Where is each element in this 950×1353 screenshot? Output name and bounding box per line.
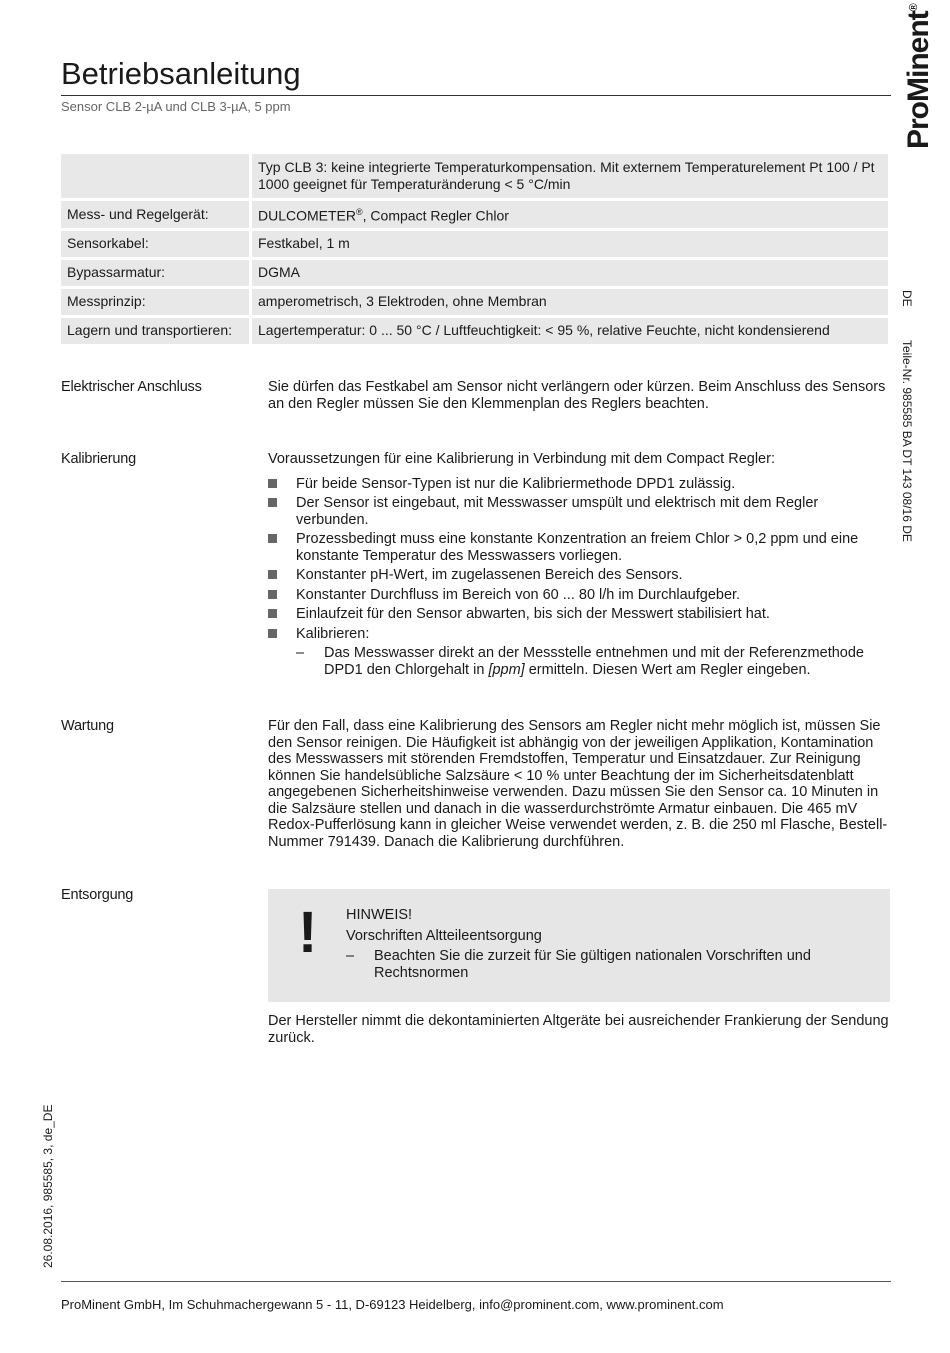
dash-icon: – xyxy=(296,645,305,661)
section-body-calibration xyxy=(268,451,890,678)
spec-key xyxy=(61,154,249,198)
spec-value: DULCOMETER®, Compact Regler Chlor xyxy=(252,201,888,228)
dash-icon: – xyxy=(346,948,355,964)
table-row xyxy=(61,260,888,286)
calibration-list xyxy=(268,476,890,643)
spec-table xyxy=(58,151,891,347)
list-item: Konstanter pH-Wert, im zugelassenen Bereich des Sensors. xyxy=(268,567,890,584)
list-item: Konstanter Durchfluss im Bereich von 60 ... 80 l/h im Durchlaufgeber. xyxy=(268,587,890,604)
section-label-electrical: Elektrischer Anschluss xyxy=(61,379,202,395)
bullet-square-icon xyxy=(268,609,277,618)
list-item: Prozessbedingt muss eine konstante Konzentration an freiem Chlor > 0,2 ppm und eine konstante Temperatur des Messwassers vorliegen. xyxy=(268,531,890,564)
list-item: Einlaufzeit für den Sensor abwarten, bis sich der Messwert stabilisiert hat. xyxy=(268,606,890,623)
bullet-square-icon xyxy=(268,479,277,488)
spec-value: DGMA xyxy=(252,260,888,286)
bullet-square-icon xyxy=(268,590,277,599)
calibration-intro: Voraussetzungen für eine Kalibrierung in Verbindung mit dem Compact Regler: xyxy=(268,451,775,467)
footer-address: ProMinent GmbH, Im Schuhmachergewann 5 - 11, D-69123 Heidelberg, info@prominent.com, www.prominent.com xyxy=(61,1297,724,1312)
list-item: Kalibrieren: xyxy=(268,626,890,643)
prominent-logo xyxy=(897,4,935,149)
spec-value: Typ CLB 3: keine integrierte Temperaturkompensation. Mit externem Temperaturelement Pt 100 / Pt 1000 geeignet für Temperaturänderung < 5 °C/min xyxy=(252,154,888,198)
language-code: DE xyxy=(900,290,914,307)
section-body-disposal xyxy=(268,1013,890,1046)
document-date: 26.08.2016, 985585, 3, de_DE xyxy=(41,1104,55,1268)
spec-value: Festkabel, 1 m xyxy=(252,231,888,257)
section-body-maintenance xyxy=(268,718,890,850)
page-subtitle: Sensor CLB 2-µA und CLB 3-µA, 5 ppm xyxy=(61,99,291,114)
bullet-square-icon xyxy=(268,534,277,543)
spec-key: Lagern und transportieren: xyxy=(61,318,249,344)
list-item: Der Sensor ist eingebaut, mit Messwasser umspült und elektrisch mit dem Regler verbunden. xyxy=(268,495,890,528)
section-label-maintenance: Wartung xyxy=(61,718,114,734)
spec-value: Lagertemperatur: 0 ... 50 °C / Luftfeuchtigkeit: < 95 %, relative Feuchte, nicht kondensierend xyxy=(252,318,888,344)
list-item: Für beide Sensor-Typen ist nur die Kalibriermethode DPD1 zulässig. xyxy=(268,476,890,493)
logo-registered-mark: ® xyxy=(908,4,920,12)
section-label-disposal: Entsorgung xyxy=(61,887,134,903)
section-label-calibration: Kalibrierung xyxy=(61,451,136,467)
logo-text: ProMinent xyxy=(902,11,935,149)
header-divider xyxy=(61,95,891,96)
notice-heading: HINWEIS! xyxy=(346,907,413,923)
calibration-step: – Das Messwasser direkt an der Messstelle entnehmen und mit der Referenzmethode DPD1 den Chlorgehalt in [ppm] ermitteln. Diesen Wert am Regler eingeben. xyxy=(296,645,864,678)
maintenance-text: Für den Fall, dass eine Kalibrierung des Sensors am Regler nicht mehr möglich ist, müssen Sie den Sensor reinigen. Die Häufigkeit ist abhängig von der jeweiligen Applikation, Kontamination des Messwassers mit störenden Fremdstoffen, Temperatur und Einsatzdauer. Zur Reinigung können Sie handelsübliche Salzsäure < 10 % unter Beachtung der im Sicherheitsdatenblatt angegebenen Sicherheitshinweise verwenden. Dazu müssen Sie den Sensor ca. 10 Minuten in die Salzsäure stellen und danach in die wasserdurchströmte Armatur einbauen. Die 465 mV Redox-Pufferlösung kann in gleicher Weise verwendet werden, z. B. die 250 ml Flasche, Bestell-Nummer 791439. Danach die Kalibrierung durchführen. xyxy=(268,718,888,850)
table-row xyxy=(61,154,888,198)
spec-key: Sensorkabel: xyxy=(61,231,249,257)
table-row xyxy=(61,318,888,344)
spec-value: amperometrisch, 3 Elektroden, ohne Membran xyxy=(252,289,888,315)
unit-ppm: [ppm] xyxy=(488,661,525,678)
bullet-square-icon xyxy=(268,498,277,507)
table-row xyxy=(61,231,888,257)
notice-subheading: Vorschriften Altteileentsorgung xyxy=(346,928,542,944)
electrical-text: Sie dürfen das Festkabel am Sensor nicht verlängern oder kürzen. Beim Anschluss des Sensors an den Regler müssen Sie den Klemmenplan des Reglers beachten. xyxy=(268,379,886,412)
spec-key: Bypassarmatur: xyxy=(61,260,249,286)
bullet-square-icon xyxy=(268,629,277,638)
table-row xyxy=(61,289,888,315)
footer-divider xyxy=(61,1281,891,1282)
disposal-text: Der Hersteller nimmt die dekontaminierten Altgeräte bei ausreichender Frankierung der Sendung zurück. xyxy=(268,1013,889,1046)
page-title: Betriebsanleitung xyxy=(61,56,301,91)
notice-box xyxy=(268,889,890,1002)
table-row xyxy=(61,201,888,228)
spec-key: Messprinzip: xyxy=(61,289,249,315)
part-number: Teile-Nr. 985585 BA DT 143 08/16 DE xyxy=(900,340,914,542)
spec-key: Mess- und Regelgerät: xyxy=(61,201,249,228)
bullet-square-icon xyxy=(268,570,277,579)
exclamation-icon: ! xyxy=(298,900,318,965)
section-body-electrical xyxy=(268,379,890,412)
notice-item: – Beachten Sie die zurzeit für Sie gültigen nationalen Vorschriften und Rechtsnormen xyxy=(346,948,811,981)
